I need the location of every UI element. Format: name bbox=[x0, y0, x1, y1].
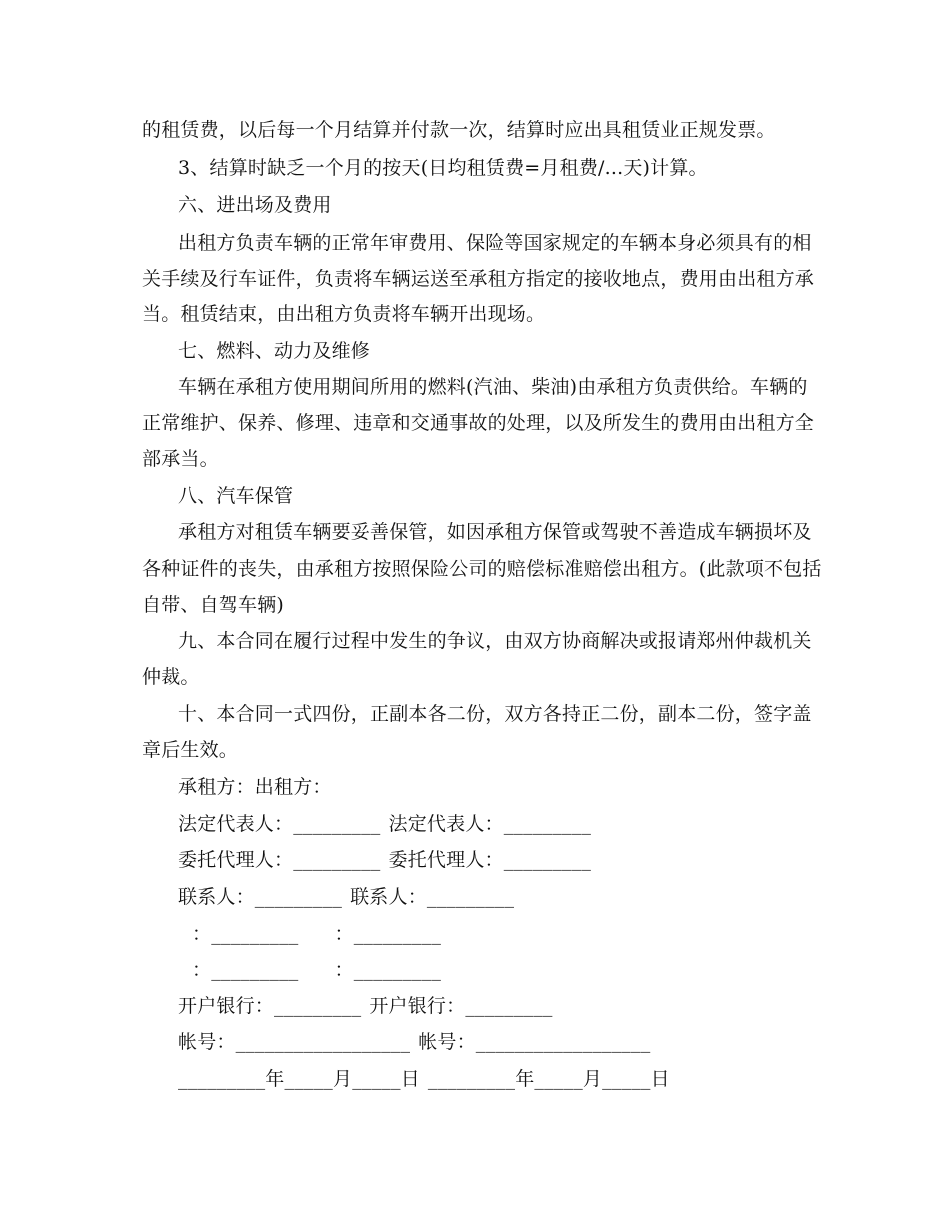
agent-party-a: 委托代理人：_________ bbox=[178, 849, 381, 871]
signature-date-row bbox=[178, 1067, 848, 1091]
signature-contact-row bbox=[178, 885, 848, 909]
paragraph-line: 九、本合同在履行过程中发生的争议，由双方协商解决或报请郑州仲裁机关 bbox=[178, 630, 812, 652]
paragraph-line: 的租赁费，以后每一个月结算并付款一次，结算时应出具租赁业正规发票。 bbox=[142, 119, 776, 141]
legal-rep-party-b: 法定代表人：_________ bbox=[388, 813, 592, 835]
contact-party-a: 联系人：_________ bbox=[178, 886, 343, 908]
paragraph-line: 仲裁。 bbox=[142, 666, 200, 688]
bank-party-b: 开户银行：_________ bbox=[369, 995, 553, 1017]
paragraph-line: 出租方负责车辆的正常年审费用、保险等国家规定的车辆本身必须具有的相 bbox=[178, 232, 812, 254]
blank2-party-b: ：_________ bbox=[334, 959, 442, 981]
account-party-b: 帐号：__________________ bbox=[418, 1031, 651, 1053]
date-party-a: _________年_____月_____日 bbox=[178, 1068, 420, 1090]
paragraph-line: 正常维护、保养、修理、违章和交通事故的处理，以及所发生的费用由出租方全 bbox=[142, 412, 815, 434]
account-party-a: 帐号：__________________ bbox=[178, 1031, 411, 1053]
signature-bank-row bbox=[178, 994, 848, 1018]
date-party-b: _________年_____月_____日 bbox=[427, 1068, 670, 1090]
paragraph-line: 各种证件的丧失，由承租方按照保险公司的赔偿标准赔偿出租方。(此款项不包括 bbox=[142, 558, 822, 580]
agent-party-b: 委托代理人：_________ bbox=[388, 849, 592, 871]
paragraph-line: 自带、自驾车辆) bbox=[142, 594, 285, 616]
blank2-party-a: ：_________ bbox=[192, 959, 299, 981]
section-heading: 八、汽车保管 bbox=[178, 485, 294, 507]
signature-blank-row-2 bbox=[192, 958, 862, 982]
blank1-party-a: ：_________ bbox=[192, 923, 299, 945]
section-heading: 七、燃料、动力及维修 bbox=[178, 340, 371, 362]
blank1-party-b: ：_________ bbox=[334, 923, 442, 945]
signature-account-row bbox=[178, 1030, 848, 1054]
signature-parties: 承租方：出租方： bbox=[178, 776, 332, 798]
signature-blank-row-1 bbox=[192, 922, 862, 946]
paragraph-line: 承租方对租赁车辆要妥善保管，如因承租方保管或驾驶不善造成车辆损坏及 bbox=[178, 521, 812, 543]
paragraph-line: 当。租赁结束，由出租方负责将车辆开出现场。 bbox=[142, 303, 546, 325]
clause-line: 3、结算时缺乏一个月的按天(日均租赁费=月租费/...天)计算。 bbox=[178, 157, 708, 179]
signature-legal-rep-row bbox=[178, 812, 848, 836]
paragraph-line: 十、本合同一式四份，正副本各二份，双方各持正二份，副本二份，签字盖 bbox=[178, 703, 812, 725]
paragraph-line: 部承当。 bbox=[142, 448, 219, 470]
paragraph-line: 关手续及行车证件，负责将车辆运送至承租方指定的接收地点，费用由出租方承 bbox=[142, 268, 815, 290]
bank-party-a: 开户银行：_________ bbox=[178, 995, 362, 1017]
paragraph-line: 车辆在承租方使用期间所用的燃料(汽油、柴油)由承租方负责供给。车辆的 bbox=[178, 376, 808, 398]
legal-rep-party-a: 法定代表人：_________ bbox=[178, 813, 381, 835]
paragraph-line: 章后生效。 bbox=[142, 739, 239, 761]
section-heading: 六、进出场及费用 bbox=[178, 194, 332, 216]
signature-agent-row bbox=[178, 848, 848, 872]
contact-party-b: 联系人：_________ bbox=[350, 886, 515, 908]
